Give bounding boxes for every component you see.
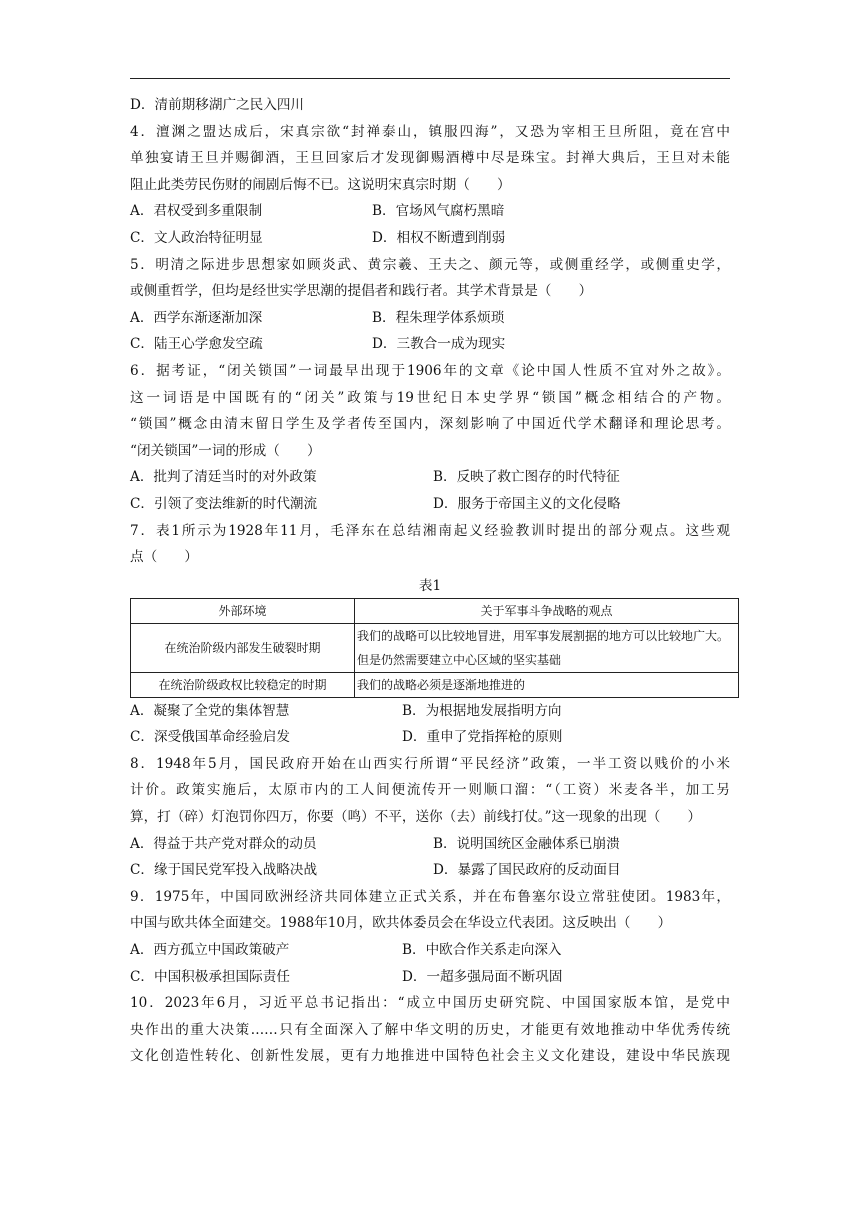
option-c[interactable]: C．引领了变法维新的时代潮流: [130, 495, 318, 512]
option-a[interactable]: A．批判了清廷当时的对外政策: [130, 469, 317, 486]
table-row: [131, 672, 739, 697]
option-b[interactable]: B．说明国统区金融体系已崩溃: [433, 835, 620, 852]
question-text-line: 计价。政策实施后，太原市内的工人间便流传开一则顺口溜：“（工资）米麦各半，加工另: [130, 782, 730, 799]
question-6: [130, 358, 730, 518]
table-cell: 在统治阶级政权比较稳定的时期: [131, 672, 355, 697]
q3-option-d: D．清前期移湖广之民入四川: [130, 97, 305, 113]
option-d[interactable]: D．三教合一成为现实: [372, 336, 506, 353]
table-row: [131, 623, 739, 672]
option-b[interactable]: B．程朱理学体系烦琐: [372, 309, 505, 326]
exam-page-content: [130, 92, 730, 1070]
question-text-line: 中国与欧共体全面建交。1988年10月，欧共体委员会在华设立代表团。这反映出（ ）: [130, 915, 672, 932]
option-a[interactable]: A．西方孤立中国政策破产: [130, 942, 290, 959]
option-a[interactable]: A．君权受到多重限制: [130, 203, 263, 220]
table-header-cell: 外部环境: [131, 598, 355, 623]
question-9: [130, 884, 730, 990]
question-text-line: 9．1975年，中国同欧洲经济共同体建立正式关系，并在布鲁塞尔设立常驻使团。1983年，: [130, 888, 730, 905]
question-text-line: 7．表1所示为1928年11月，毛泽东在总结湘南起义经验教训时提出的部分观点。这些观: [130, 522, 730, 539]
option-d[interactable]: D．一超多强局面不断巩固: [402, 968, 563, 985]
option-d[interactable]: D．重申了党指挥枪的原则: [402, 729, 563, 746]
question-text-line: 央作出的重大决策……只有全面深入了解中华文明的历史，才能更有效地推动中华优秀传统: [130, 1021, 730, 1038]
option-b[interactable]: B．反映了救亡图存的时代特征: [433, 469, 620, 486]
question-text-line: 点（ ）: [130, 549, 198, 566]
option-c[interactable]: C．深受俄国革命经验启发: [130, 729, 290, 746]
question-text-line: 单独宴请王旦并赐御酒，王旦回家后才发现御赐酒樽中尽是珠宝。封禅大典后，王旦对未能: [130, 150, 730, 167]
option-c[interactable]: C．缘于国民党军投入战略决战: [130, 862, 318, 879]
question-text-line: “锁国”概念由清末留日学生及学者传至国内，深刻影响了中国近代学术翻译和理论思考。: [130, 416, 730, 433]
question-text-line: 这一词语是中国既有的“闭关”政策与19世纪日本史学界“锁国”概念相结合的产物。: [130, 389, 730, 406]
option-b[interactable]: B．官场风气腐朽黑暗: [372, 203, 505, 220]
question-text-line: 4．澶渊之盟达成后，宋真宗欲“封禅泰山，镇服四海”，又恐为宰相王旦所阻，竟在宫中: [130, 123, 730, 140]
option-c[interactable]: C．中国积极承担国际责任: [130, 968, 290, 985]
question-text-line: 5．明清之际进步思想家如顾炎武、黄宗羲、王夫之、颜元等，或侧重经学，或侧重史学，: [130, 256, 730, 273]
option-a[interactable]: A．得益于共产党对群众的动员: [130, 835, 317, 852]
option-d[interactable]: D．暴露了国民政府的反动面目: [433, 862, 621, 879]
question-text-line: 8．1948年5月，国民政府开始在山西实行所谓“平民经济”政策，一半工资以贱价的小米: [130, 755, 730, 772]
option-b[interactable]: B．为根据地发展指明方向: [402, 702, 562, 719]
question-text-line: 6．据考证，“闭关锁国”一词最早出现于1906年的文章《论中国人性质不宜对外之故》。: [130, 362, 730, 379]
question-4: [130, 119, 730, 252]
table-cell: 我们的战略必须是逐渐地推进的: [355, 672, 739, 697]
header-rule: [130, 78, 730, 79]
table-header-row: [131, 598, 739, 623]
question-8: [130, 751, 730, 884]
table-cell: 在统治阶级内部发生破裂时期: [131, 623, 355, 672]
option-c[interactable]: C．文人政治特征明显: [130, 229, 263, 246]
question-7: [130, 518, 730, 751]
question-text-line: 10．2023年6月，习近平总书记指出：“成立中国历史研究院、中国国家版本馆，是党中: [130, 995, 730, 1012]
option-a[interactable]: A．西学东渐逐渐加深: [130, 309, 263, 326]
strategy-table: [130, 598, 739, 698]
option-d[interactable]: D．相权不断遭到削弱: [372, 229, 506, 246]
option-c[interactable]: C．陆王心学愈发空疏: [130, 336, 263, 353]
question-10: [130, 990, 730, 1070]
question-text-line: “闭关锁国”一词的形成（ ）: [130, 442, 321, 459]
question-text-line: 或侧重哲学，但均是经世实学思潮的提倡者和践行者。其学术背景是（ ）: [130, 283, 593, 300]
option-a[interactable]: A．凝聚了全党的集体智慧: [130, 702, 290, 719]
table-header-cell: 关于军事斗争战略的观点: [355, 598, 739, 623]
table-caption: 表1: [418, 577, 442, 594]
question-text-line: 算，打（碎）灯泡罚你四万，你要（鸣）不平，送你（去）前线打仗。”这一现象的出现（ ）: [130, 809, 702, 826]
question-text-line: 文化创造性转化、创新性发展，更有力地推进中国特色社会主义文化建设，建设中华民族现: [130, 1048, 730, 1065]
option-b[interactable]: B．中欧合作关系走向深入: [402, 942, 562, 959]
question-text-line: 阻止此类劳民伤财的闹剧后悔不已。这说明宋真宗时期（ ）: [130, 176, 511, 193]
question-5: [130, 252, 730, 358]
option-d[interactable]: D．服务于帝国主义的文化侵略: [433, 495, 621, 512]
table-cell: 我们的战略可以比较地冒进，用军事发展割据的地方可以比较地广大。但是仍然需要建立中心区域的坚实基础: [355, 623, 739, 672]
